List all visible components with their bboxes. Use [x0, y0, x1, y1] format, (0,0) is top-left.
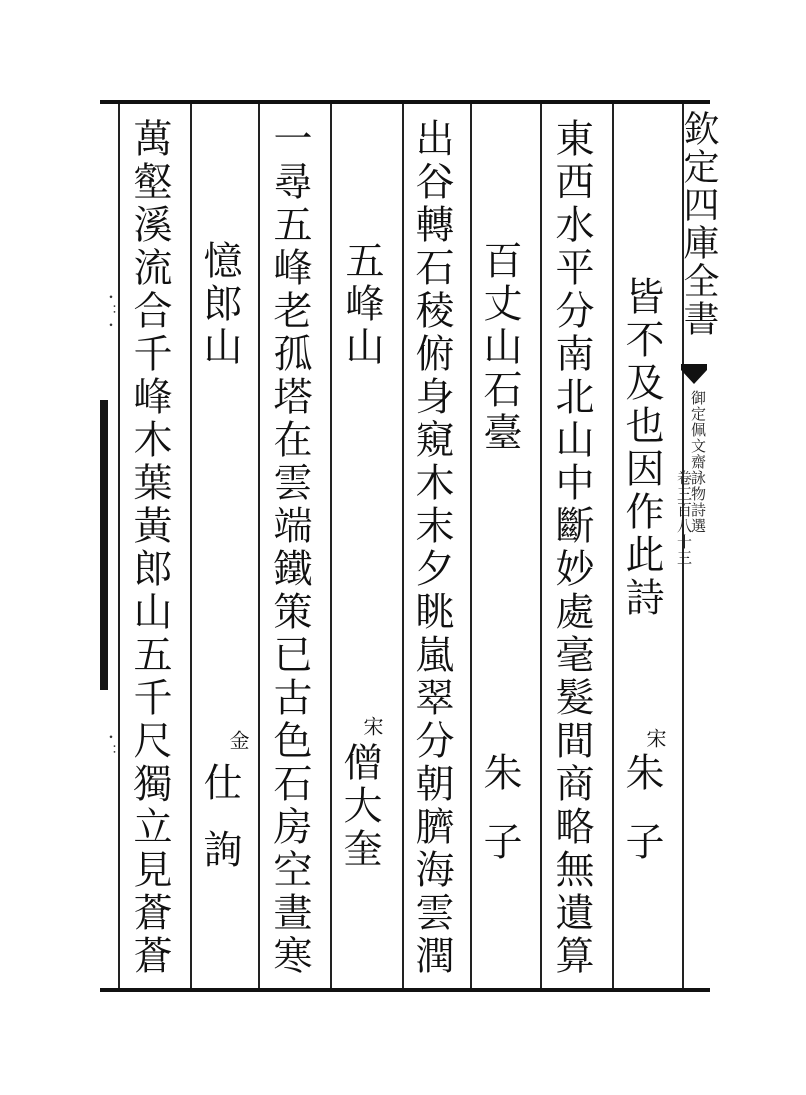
bottom-border-rule [100, 988, 710, 992]
text-column: 一尋五峰老孤塔在雲端鐵策已古色石房空晝寒 [267, 118, 312, 978]
poem-title: 百丈山石臺 [477, 240, 522, 455]
author-name: 朱子 [619, 752, 664, 890]
text-column: 東西水平分南北山中斷妙處毫髮間商略無遺算 [549, 118, 594, 978]
column-divider [330, 104, 332, 988]
column-divider [118, 104, 120, 988]
author-name: 僧大奎 [337, 742, 382, 871]
binding-edge-bar [100, 400, 108, 690]
column-divider [190, 104, 192, 988]
column-divider [258, 104, 260, 988]
margin-note: 御定佩文齋詠物詩選 [689, 390, 707, 534]
poem-title: 憶郎山 [197, 240, 242, 369]
volume-label: 卷三百八十三 [675, 470, 693, 566]
column-divider [540, 104, 542, 988]
margin-dots: ・：・ [102, 290, 118, 332]
poem-title: 五峰山 [339, 240, 384, 369]
column-divider [402, 104, 404, 988]
column-divider [612, 104, 614, 988]
text-column: 皆不及也因作此詩 [619, 276, 664, 620]
margin-dots: ・： [102, 730, 118, 758]
book-title: 欽定四庫全書 [678, 110, 719, 338]
text-column: 萬壑溪流合千峰木葉黃郎山五千尺獨立見蒼蒼 [127, 118, 172, 978]
fish-tail-icon [681, 364, 707, 384]
dynasty-label: 宋 [643, 728, 667, 750]
text-column: 出谷轉石稜俯身窺木末夕眺嵐翠分朝臍海雲潤 [409, 118, 454, 978]
author-name: 朱子 [477, 752, 522, 890]
dynasty-label: 宋 [360, 716, 384, 738]
dynasty-label: 金 [226, 730, 250, 752]
column-divider [470, 104, 472, 988]
author-name: 仕詢 [197, 762, 242, 896]
